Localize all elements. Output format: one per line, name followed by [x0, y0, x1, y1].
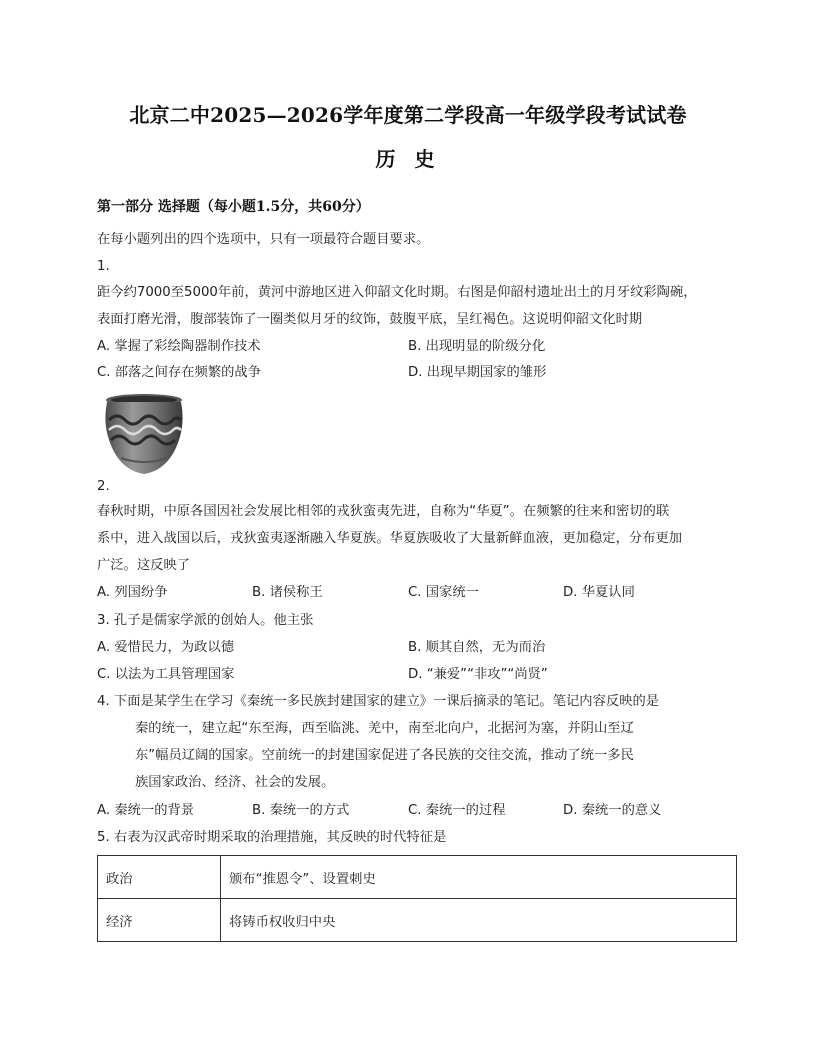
question-2-stem-line: 广泛。这反映了 — [97, 558, 191, 573]
subject-title: 历 史 — [375, 147, 441, 171]
instruction-text: 在每小题列出的四个选项中，只有一项最符合题目要求。 — [97, 232, 430, 247]
question-2-stem-line: 系中，进入战国以后，戎狄蛮夷逐渐融入华夏族。华夏族吸收了大量新鲜血液，更加稳定，分布更加 — [97, 531, 683, 546]
question-4-option-b[interactable]: B. 秦统一的方式 — [252, 803, 350, 818]
question-4-quote-line: 东”幅员辽阔的国家。空前统一的封建国家促进了各民族的交往交流，推动了统一多民 — [135, 748, 634, 763]
measures-table — [97, 855, 737, 942]
question-2-option-b[interactable]: B. 诸侯称王 — [252, 585, 323, 600]
question-3-option-b[interactable]: B. 顺其自然，无为而治 — [408, 640, 546, 655]
question-1-option-c[interactable]: C. 部落之间存在频繁的战争 — [97, 365, 262, 380]
painted-pottery-bowl-image — [99, 392, 189, 482]
question-1-option-d[interactable]: D. 出现早期国家的雏形 — [408, 365, 547, 380]
question-4-option-a[interactable]: A. 秦统一的背景 — [97, 803, 195, 818]
question-3-option-a[interactable]: A. 爱惜民力，为政以德 — [97, 640, 234, 655]
question-1-option-a[interactable]: A. 掌握了彩绘陶器制作技术 — [97, 339, 261, 354]
question-1-number: 1. — [97, 259, 110, 274]
table-row — [98, 899, 737, 942]
question-1-stem-line: 距今约7000至5000年前，黄河中游地区进入仰韶文化时期。右图是仰韶村遗址出土的月牙纹彩陶碗， — [97, 285, 697, 300]
table-cell-measure: 颁布“推恩令”、设置刺史 — [221, 856, 737, 899]
question-1-option-b[interactable]: B. 出现明显的阶级分化 — [408, 339, 546, 354]
question-3-stem: 3. 孔子是儒家学派的创始人。他主张 — [97, 613, 314, 628]
table-cell-category: 政治 — [98, 856, 221, 899]
question-2-option-d[interactable]: D. 华夏认同 — [563, 585, 635, 600]
exam-title: 北京二中2025—2026学年度第二学段高一年级学段考试试卷 — [129, 103, 687, 127]
question-4-option-d[interactable]: D. 秦统一的意义 — [563, 803, 662, 818]
question-3-option-c[interactable]: C. 以法为工具管理国家 — [97, 667, 235, 682]
question-5-stem: 5. 右表为汉武帝时期采取的治理措施，其反映的时代特征是 — [97, 830, 447, 845]
question-4-stem: 4. 下面是某学生在学习《秦统一多民族封建国家的建立》一课后摘录的笔记。笔记内容反映的是 — [97, 694, 660, 709]
question-4-option-c[interactable]: C. 秦统一的过程 — [408, 803, 506, 818]
question-2-option-a[interactable]: A. 列国纷争 — [97, 585, 168, 600]
question-2-stem-line: 春秋时期，中原各国因社会发展比相邻的戎狄蛮夷先进，自称为“华夏”。在频繁的往来和密切的联 — [97, 504, 670, 519]
question-4-quote-line: 秦的统一，建立起“东至海，西至临洮、羌中，南至北向户，北据河为塞，并阴山至辽 — [135, 721, 634, 736]
question-2-option-c[interactable]: C. 国家统一 — [408, 585, 479, 600]
question-2-number: 2. — [97, 479, 110, 494]
question-1-stem-line: 表面打磨光滑，腹部装饰了一圈类似月牙的纹饰，鼓腹平底，呈红褐色。这说明仰韶文化时期 — [97, 312, 643, 327]
question-3-option-d[interactable]: D. “兼爱”“非攻”“尚贤” — [408, 667, 548, 682]
table-row — [98, 856, 737, 899]
table-cell-measure: 将铸币权收归中央 — [221, 899, 737, 942]
section-heading: 第一部分 选择题（每小题1.5分，共60分） — [97, 199, 370, 215]
question-4-quote-line: 族国家政治、经济、社会的发展。 — [135, 775, 335, 790]
table-cell-category: 经济 — [98, 899, 221, 942]
